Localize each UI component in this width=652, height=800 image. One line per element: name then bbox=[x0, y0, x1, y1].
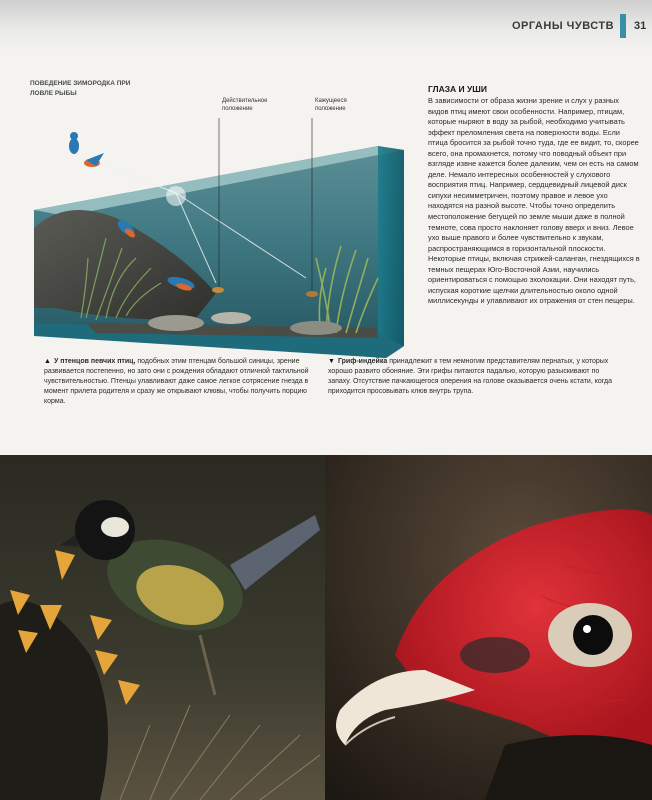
caption-chicks bbox=[44, 357, 309, 407]
caption-vulture-body: принадлежит к тем немногим представителям пернатых, у которых хорошо развито обоняние. Эти грифы питаются падалью, которую разыскивают по запаху. Отсутствие пачкающегося оперения на голове оказывается очень кстати, когда приходится просовывать клюв внутрь трупа. bbox=[328, 358, 612, 395]
caption-marker-icon: ▲ bbox=[44, 358, 51, 365]
caption-vulture bbox=[328, 357, 618, 397]
great-tit-chicks-photo bbox=[0, 455, 325, 800]
caption-chicks-body: подобных этим птенцам большой синицы, зрение развивается постепенно, но зато они с рождения обладают отличной тактильной чувствительностью. Птенцы улавливают даже самое легкое сотрясение гнезда в момент прилета родителя и сразу же открывают клювы, чтобы получить порцию корма. bbox=[44, 358, 309, 405]
caption-marker-icon: ▼ bbox=[328, 358, 335, 365]
caption-vulture-lead: Гриф-индейка bbox=[337, 358, 388, 365]
label-apparent-position: Кажущееся положение bbox=[315, 98, 347, 112]
caption-chicks-lead: У птенцов певчих птиц, bbox=[53, 358, 136, 365]
page-number: 31 bbox=[634, 20, 647, 32]
section-body-text: В зависимости от образа жизни зрение и слух у разных видов птиц имеют свои особенности. Например, птицам, которые ныряют в воду за рыбой, необходимо учитывать эффект преломления света на поверхности воды. Если птица бросится за рыбой точно туда, где ее видит, то, скорее всего, она промахнется, потому что поводный объект при взгляде извне кажется более далеким, чем он есть на самом деле. Немало интересных особенностей у слухового восприятия птиц. Например, сердцевидный лицевой диск сипухи несимметричен, поэтому правое и левое ухо находятся на разной высоте. Чтобы точно определить местоположение бегущей по земле мыши даже в полной темноте, сова просто наклоняет голову вверх и вниз. Левое ухо выше правого и более чувствительно к звукам, распространяющимся в горизонтальной плоскости. Некоторые птицы, включая стрижей-саланган, гнездящихся в темных пещерах Юго-Восточной Азии, научились ориентироваться с помощью эхолокации. Они находят путь, испуская короткие щелчки длительностью около одной миллисекунды и улавливают их отражения от стен пещеры. bbox=[428, 96, 640, 306]
running-head: ОРГАНЫ ЧУВСТВ bbox=[512, 20, 615, 32]
kingfisher-refraction-illustration bbox=[26, 118, 418, 363]
diagram-caption: ПОВЕДЕНИЕ ЗИМОРОДКА ПРИ ЛОВЛЕ РЫБЫ bbox=[30, 80, 131, 97]
section-title: ГЛАЗА И УШИ bbox=[428, 84, 487, 94]
label-actual-position: Действительное положение bbox=[222, 98, 268, 112]
turkey-vulture-photo bbox=[325, 455, 652, 800]
header-accent-bar bbox=[620, 14, 626, 38]
